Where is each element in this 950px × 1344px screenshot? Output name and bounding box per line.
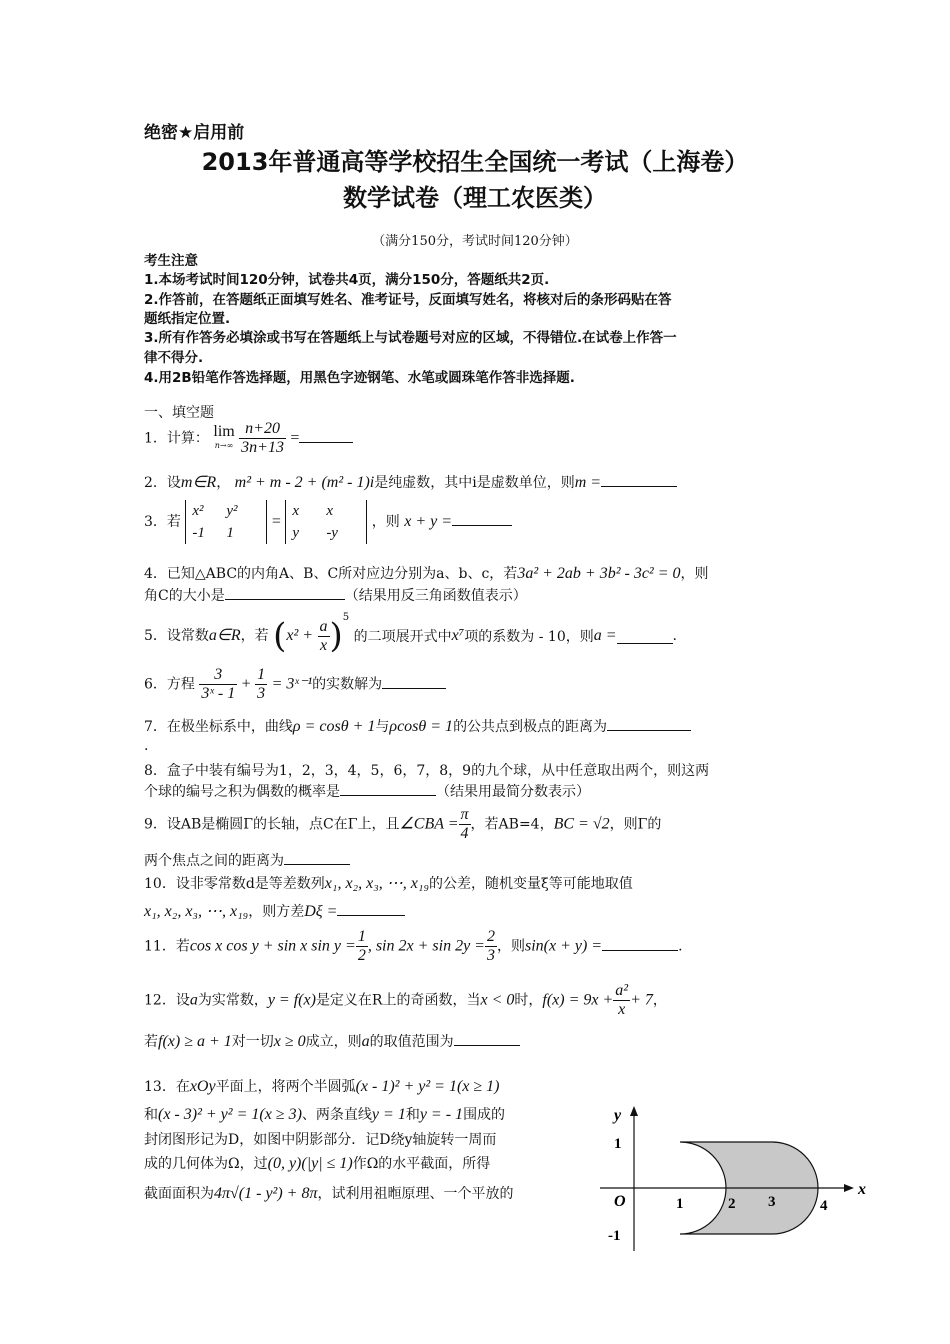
q4-hint: （结果用反三角函数值表示）: [344, 588, 527, 604]
q3-suffix: ，则: [371, 514, 400, 530]
q13-arc-1: (x - 1)² + y² = 1(x ≥ 1): [355, 1078, 500, 1095]
q5-text-c: 项的系数为 - 10，则: [464, 629, 594, 645]
q13-line-y1: y = 1: [371, 1106, 406, 1123]
q12-a: a: [189, 991, 198, 1009]
question-10-line-2: [144, 901, 405, 921]
q6-fraction-2: [255, 666, 267, 703]
q10-variance: Dξ =: [304, 903, 338, 920]
q2-text: 2．设: [144, 475, 181, 491]
exam-subtitle: 数学试卷（理工农医类）: [343, 184, 607, 212]
question-5: [144, 612, 677, 656]
notice-item: 2.作答前，在答题纸正面填写姓名、准考证号，反面填写姓名，将核对后的条形码贴在答: [144, 292, 672, 308]
q13-figure: [596, 1106, 866, 1256]
q4-expression: 3a² + 2ab + 3b² - 3c² = 0: [517, 565, 681, 582]
q2-sep: ，: [216, 475, 231, 491]
q10-sequence: x₁, x₂, x₃, ⋯, x₁₉: [324, 875, 429, 892]
q1-equals: =: [290, 429, 300, 447]
question-6: [144, 666, 446, 703]
question-7: [144, 716, 691, 736]
q2-m-equals: m =: [574, 474, 602, 491]
question-11: [144, 928, 683, 965]
question-13-line-4: [144, 1153, 490, 1173]
question-1: [144, 420, 353, 457]
q11-answer-blank: [602, 936, 678, 951]
q1-prefix: 1．计算：: [144, 430, 209, 447]
q5-a-equals: a =: [593, 627, 617, 644]
x-axis-arrow: [844, 1184, 854, 1192]
q13-text-d: 、两条直线: [301, 1107, 372, 1123]
q12-text-c: 是定义在R上的奇函数，当: [315, 992, 481, 1009]
q12-text-h: 成立，则: [305, 1034, 362, 1050]
q1-denominator: 3n+13: [241, 439, 284, 456]
q12-text-d: 时，: [514, 992, 543, 1009]
q13-text: 13．在: [144, 1079, 190, 1095]
q5-answer-blank: [617, 629, 673, 644]
q2-text-b: 是纯虚数，其中i是虚数单位，则: [374, 475, 575, 491]
q9-frac-num: π: [460, 806, 469, 823]
q8-answer-blank: [340, 781, 436, 796]
x-tick-label: 2: [728, 1196, 736, 1212]
x-tick-label: 4: [820, 1198, 828, 1214]
q7-text: 7．在极坐标系中，曲线: [144, 719, 293, 735]
q9-fraction: [459, 806, 471, 843]
q4-text-b: ，则: [680, 566, 709, 582]
q9-angle: ∠CBA =: [399, 815, 459, 833]
q12-answer-blank: [454, 1031, 520, 1046]
question-13-line-5: [144, 1183, 514, 1203]
q11-fraction-2: [485, 928, 497, 965]
q6-fraction-1: [199, 666, 237, 703]
q13-text-c: 和: [144, 1107, 158, 1123]
notice-item: 3.所有作答务必填涂或书写在答题纸上与试卷题号对应的区域，不得错位.在试卷上作答一: [144, 330, 677, 346]
q7-curve-2: ρcosθ = 1: [389, 718, 454, 735]
q2-expression: m² + m - 2 + (m² - 1)i: [234, 474, 375, 491]
q9-text-c: ，则Γ的: [609, 816, 662, 833]
question-13-line-1: [144, 1076, 500, 1096]
q11-expression-3: sin(x + y) =: [524, 937, 603, 955]
question-13-line-2: [144, 1104, 505, 1124]
q12-domain: x ≥ 0: [273, 1033, 306, 1050]
question-9-line-2: [144, 850, 350, 870]
q13-xoy: xOy: [189, 1078, 216, 1095]
q12-text-i: 的取值范围为: [369, 1034, 454, 1050]
q1-answer-blank: [299, 428, 353, 443]
q12-text-b: 为实常数，: [197, 992, 268, 1009]
confidential-label: 绝密★启用前: [144, 123, 245, 143]
q5-paren-left: (: [273, 616, 287, 656]
q8-hint: （结果用最简分数表示）: [436, 784, 590, 800]
q3-equals: =: [271, 513, 281, 530]
q2-math: m∈R: [180, 474, 217, 491]
q5-base: x² +: [286, 627, 314, 644]
q13-arc-2: (x - 3)² + y² = 1(x ≥ 3): [158, 1106, 302, 1123]
q4-answer-blank: [225, 585, 345, 600]
q12-text-f: 若: [144, 1034, 158, 1050]
question-7-line-2: .: [144, 738, 149, 754]
q9-answer-blank: [284, 850, 350, 865]
q3-answer-blank: [452, 511, 512, 526]
q13-text-b: 平面上，将两个半圆弧: [215, 1079, 356, 1095]
x-axis-label: x: [858, 1181, 866, 1198]
q3-prefix: 3．若: [144, 514, 181, 530]
q6-answer-blank: [382, 674, 446, 689]
q11-expression-1: cos x cos y + sin x sin y =: [189, 937, 356, 955]
q11-f2-num: 2: [486, 928, 495, 945]
q8-text: 个球的编号之积为偶数的概率是: [144, 784, 340, 800]
q11-f1-num: 1: [357, 928, 366, 945]
q6-f1-num: 3: [199, 666, 237, 685]
notice-item: 律不得分.: [144, 350, 204, 366]
q4-text: 4．已知△ABC的内角A、B、C所对应边分别为a、b、c，若: [144, 566, 518, 582]
question-4-line-1: [144, 563, 709, 583]
notice-heading: 考生注意: [144, 253, 198, 269]
det-cell: y²: [226, 503, 238, 519]
q9-text: 9．设AB是椭圆Γ的长轴，点C在Γ上，且: [144, 816, 400, 833]
origin-label: O: [614, 1193, 626, 1210]
q9-text-b: ，若AB=4，: [470, 816, 554, 833]
x-tick-label: 3: [768, 1194, 776, 1210]
question-8-line-1: 8．盒子中装有编号为1，2，3，4，5，6，7，8，9的九个球，从中任意取出两个，则这两: [144, 763, 710, 779]
det-cell: 1: [226, 525, 234, 541]
q6-suffix: 的实数解为: [312, 676, 383, 693]
q10-answer-blank: [337, 901, 405, 916]
q11-f1-den: 2: [357, 947, 366, 964]
question-12-line-2: [144, 1031, 520, 1051]
q10-text-b: 的公差，随机变量ξ等可能地取值: [429, 876, 633, 892]
exam-title: 2013年普通高等学校招生全国统一考试（上海卷）: [201, 148, 749, 176]
q12-frac-num: a²: [615, 982, 629, 999]
q11-prefix: 11．若: [144, 938, 190, 955]
q7-answer-blank: [607, 716, 691, 731]
notice-item: 题纸指定位置.: [144, 311, 231, 327]
q13-text-f: 围成的: [463, 1107, 506, 1123]
q5-frac-num: a: [319, 617, 328, 635]
q10-sequence-2: x₁, x₂, x₃, ⋯, x₁₉: [144, 903, 249, 920]
q10-text: 10．设非零常数d是等差数列: [144, 876, 325, 892]
question-2: [144, 472, 677, 492]
y-tick-label: -1: [608, 1228, 621, 1244]
q5-x7: x⁷: [451, 627, 465, 644]
exam-score-time: （满分150分，考试时间120分钟）: [372, 234, 578, 249]
q12-fraction: [613, 982, 630, 1019]
q7-curve-1: ρ = cosθ + 1: [292, 718, 376, 735]
q11-end: .: [678, 938, 683, 955]
y-tick-label: 1: [614, 1136, 622, 1152]
det-cell: x: [326, 503, 333, 519]
q11-f2-den: 3: [486, 947, 495, 964]
q6-f2-num: 1: [257, 666, 266, 683]
q5-prefix: 5．设常数: [144, 628, 209, 644]
q6-f1-den: 3ˣ - 1: [201, 685, 236, 702]
q12-text-g: 对一切: [231, 1034, 274, 1050]
y-axis-label: y: [614, 1107, 622, 1124]
question-13-line-3: 封闭图形记为D，如图中阴影部分．记D绕y轴旋转一周而: [144, 1132, 497, 1148]
q12-plus7: + 7: [630, 991, 653, 1009]
question-4-line-2: [144, 585, 527, 605]
notice-item: 4.用2B铅笔作答选择题，用黑色字迹钢笔、水笔或圆珠笔作答非选择题.: [144, 370, 575, 386]
q11-mid: ，则: [496, 938, 525, 955]
q5-fraction: [318, 618, 330, 655]
q9-frac-den: 4: [460, 825, 469, 842]
q3-determinant-left: [185, 500, 267, 544]
q10-text-c: ，则方差: [248, 904, 305, 920]
question-10-line-1: [144, 873, 633, 893]
q6-rhs: = 3ˣ⁻¹: [271, 675, 313, 693]
q12-function: y = f(x): [267, 991, 316, 1009]
det-cell: x²: [192, 503, 204, 519]
q1-numerator: n+20: [239, 420, 286, 439]
q12-frac-den: x: [618, 1001, 626, 1018]
q13-point: (0, y)(|y| ≤ 1): [267, 1155, 353, 1172]
q7-mid: 与: [375, 719, 390, 735]
q13-text-j: ，试利用祖暅原理、一个平放的: [317, 1186, 514, 1202]
q13-line-ym1: y = - 1: [419, 1106, 464, 1123]
question-3: [144, 500, 512, 544]
q5-paren-right: ): [329, 616, 343, 656]
x-tick-label: 1: [676, 1196, 684, 1212]
det-cell: x: [292, 503, 299, 519]
q13-text-i: 截面面积为: [144, 1186, 214, 1202]
q5-text-b: 的二项展开式中: [353, 629, 452, 645]
q5-end: .: [672, 628, 677, 644]
q5-a-in-R: a∈R: [208, 627, 241, 644]
q6-plus: +: [241, 675, 251, 693]
q11-fraction-1: [356, 928, 368, 965]
q5-mid: ，若: [240, 628, 269, 644]
q6-f2-den: 3: [257, 685, 266, 702]
q9-text-d: 两个焦点之间的距离为: [144, 853, 284, 869]
question-12-line-1: [144, 982, 667, 1019]
q13-area: 4π√(1 - y²) + 8π: [214, 1185, 318, 1202]
q6-prefix: 6．方程: [144, 676, 195, 693]
question-8-line-2: [144, 781, 590, 801]
det-cell: -1: [192, 525, 205, 541]
notice-item: 1.本场考试时间120分钟，试卷共4页，满分150分，答题纸共2页.: [144, 272, 550, 288]
q12-condition: x < 0: [480, 991, 515, 1009]
question-9-line-1: [144, 806, 661, 843]
q12-fx: f(x) = 9x +: [542, 991, 614, 1009]
q3-determinant-right: [285, 500, 367, 544]
q12-inequality: f(x) ≥ a + 1: [158, 1033, 232, 1050]
q2-answer-blank: [601, 472, 677, 487]
q1-lim: lim: [213, 422, 235, 440]
q7-text-b: 的公共点到极点的距离为: [453, 719, 608, 735]
q12-a-2: a: [361, 1033, 370, 1050]
q12-text-e: ，: [652, 992, 667, 1009]
q13-text-g: 成的几何体为Ω，过: [144, 1156, 268, 1172]
q12-text: 12．设: [144, 992, 190, 1009]
section-title: 一、填空题: [144, 405, 214, 421]
q5-power: 5: [342, 612, 350, 623]
q11-expression-2: , sin 2x + sin 2y =: [367, 937, 485, 955]
q3-expression: x + y =: [404, 513, 453, 530]
det-cell: y: [292, 525, 299, 541]
q9-bc: BC = √2: [553, 815, 610, 833]
q1-lim-sub: n→∞: [214, 440, 234, 450]
q13-text-e: 和: [405, 1107, 420, 1123]
y-axis-arrow: [630, 1106, 638, 1116]
q4-text-c: 角C的大小是: [144, 588, 225, 604]
det-cell: -y: [326, 525, 338, 541]
q1-fraction: [239, 420, 286, 457]
q5-frac-den: x: [319, 636, 328, 654]
q13-text-h: 作Ω的水平截面，所得: [352, 1156, 491, 1172]
